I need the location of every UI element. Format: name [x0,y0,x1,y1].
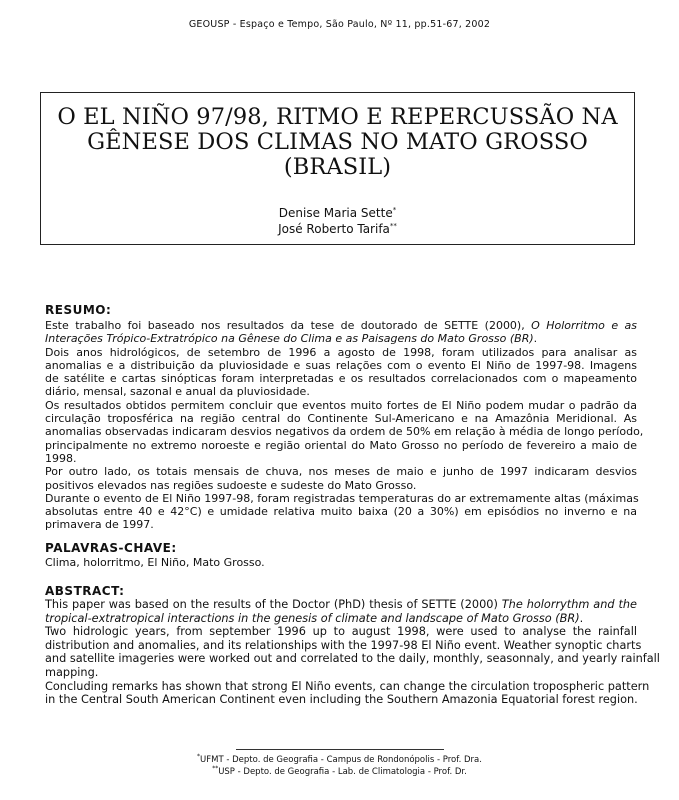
italic-citation: O Holorritmo e as [531,319,637,332]
footnote [0,755,679,767]
text-run: Dois anos hidrológicos, de setembro de 1996 a agosto de 1998, foram utilizados para analisar as [45,345,637,359]
text-line [45,598,637,612]
text-run: . [533,332,538,346]
footnote-text: USP - Depto. de Geografia - Lab. de Climatologia - Prof. Dr. [218,766,467,777]
text-line [45,666,637,680]
text-run: absolutas entre 40 e 42°C) e umidade relativa muito baixa (20 a 30%) em episódios no inverno e na [45,505,637,519]
text-line [45,425,644,439]
text-run: Os resultados obtidos permitem concluir que eventos muito fortes de El Niño podem mudar o padrão da [45,398,637,412]
text-line [45,359,637,372]
text-line [45,452,637,465]
text-line [45,612,637,626]
text-run: positivos elevados nas regiões sudoeste e sudeste do Mato Grosso. [45,478,417,492]
title-box [40,92,635,245]
text-line [45,638,642,653]
text-run: Two hidrologic years, from september 1996 up to august 1998, were used to analyse the rainfall [45,625,637,639]
text-line [45,652,660,666]
text-line [45,412,637,425]
author-list [41,206,634,237]
author-name: Denise Maria Sette [278,206,393,220]
text-run: 1998. [45,451,77,465]
text-run: de satélite e cartas sinópticas foram interpretadas e os resultados correlacionados com o mapeamento [45,372,637,386]
text-line [45,372,637,385]
text-run: diário, mensal, sazonal e anual da pluviosidade. [45,385,310,399]
author [41,222,634,238]
text-run: distribution and anomalies, and its relationships with the 1997-98 El Niño event. Weather synoptic charts [45,638,642,652]
text-run: anomalias observadas indicaram desvios negativos da ordem de 50% em relação à média de longo período, [45,425,644,439]
text-line [45,332,637,345]
title-line: O EL NIÑO 97/98, RITMO E REPERCUSSÃO NA [57,104,618,130]
author [41,206,634,222]
text-line [45,679,650,694]
text-line [45,693,637,707]
text-line [45,465,637,478]
author-name: José Roberto Tarifa [278,221,390,236]
text-run: Este trabalho foi baseado nos resultados da tese de doutorado de SETTE (2000), [45,319,532,332]
abstract-heading: ABSTRACT: [45,584,125,598]
footnote [0,764,679,779]
text-run: . [579,611,584,625]
footnote-text: UFMT - Depto. de Geografia - Campus de Rondonópolis - Prof. Dra. [200,755,482,765]
keywords-text: Clima, holorritmo, El Niño, Mato Grosso. [45,556,265,569]
text-run: circulação troposférica na região central do Continente Sul-Americano e na Amazônia Meridional. As [45,412,637,426]
text-run: primavera de 1997. [45,518,154,532]
text-line [45,505,637,518]
title-line: (BRASIL) [283,154,392,180]
keywords-heading: PALAVRAS-CHAVE: [45,541,177,555]
text-line [45,439,637,452]
footnote-mark: ** [212,764,219,772]
text-run: and satellite imageries were worked out and correlated to the daily, monthly, seasonnaly, and yearly rainfall [45,652,660,666]
footnotes [0,755,679,778]
text-line [45,399,637,412]
text-run: This paper was based on the results of the Doctor (PhD) thesis of SETTE (2000) [45,598,502,611]
italic-citation: The holorrythm and the [501,598,637,611]
footnote-mark: * [197,753,201,761]
abstract-body [45,598,660,707]
italic-citation: Interações Trópico-Extratrópico na Gênese do Clima e as Paisagens do Mato Grosso (BR) [45,332,534,346]
text-line [45,518,637,531]
resumo-heading: RESUMO: [45,303,112,317]
text-run: mapping. [45,665,99,679]
text-line [45,319,637,332]
author-footnote-mark: ** [389,221,397,230]
italic-citation: tropical-extratropical interactions in the genesis of climate and landscape of Mato Grosso (BR) [45,611,580,625]
text-line [45,492,637,505]
resumo-body [45,319,644,532]
article-title [41,105,634,180]
text-run: principalmente no extremo noroeste e região oriental do Mato Grosso no período de fevereiro a maio de [45,438,637,452]
running-header: GEOUSP - Espaço e Tempo, São Paulo, Nº 11, pp.51-67, 2002 [188,19,491,30]
footnote-separator [236,749,444,750]
text-line [45,625,637,639]
text-run: Por outro lado, os totais mensais de chuva, nos meses de maio e junho de 1997 indicaram desvios [45,465,637,479]
text-run: anomalias e a distribuição da pluviosidade e suas relações com o evento El Niño de 1997-98. Imagens [45,358,637,372]
text-line [45,385,637,398]
text-line [45,479,637,492]
text-run: in the Central South American Continent even including the Southern Amazonia Equatorial forest region. [45,693,638,707]
text-line [45,346,637,359]
text-run: Durante o evento de El Niño 1997-98, foram registradas temperaturas do ar extremamente altas (máximas [45,491,639,505]
author-footnote-mark: * [392,206,397,214]
title-line: GÊNESE DOS CLIMAS NO MATO GROSSO [87,129,588,155]
text-run: Concluding remarks has shown that strong El Niño events, can change the circulation tropospheric pattern [45,679,650,693]
